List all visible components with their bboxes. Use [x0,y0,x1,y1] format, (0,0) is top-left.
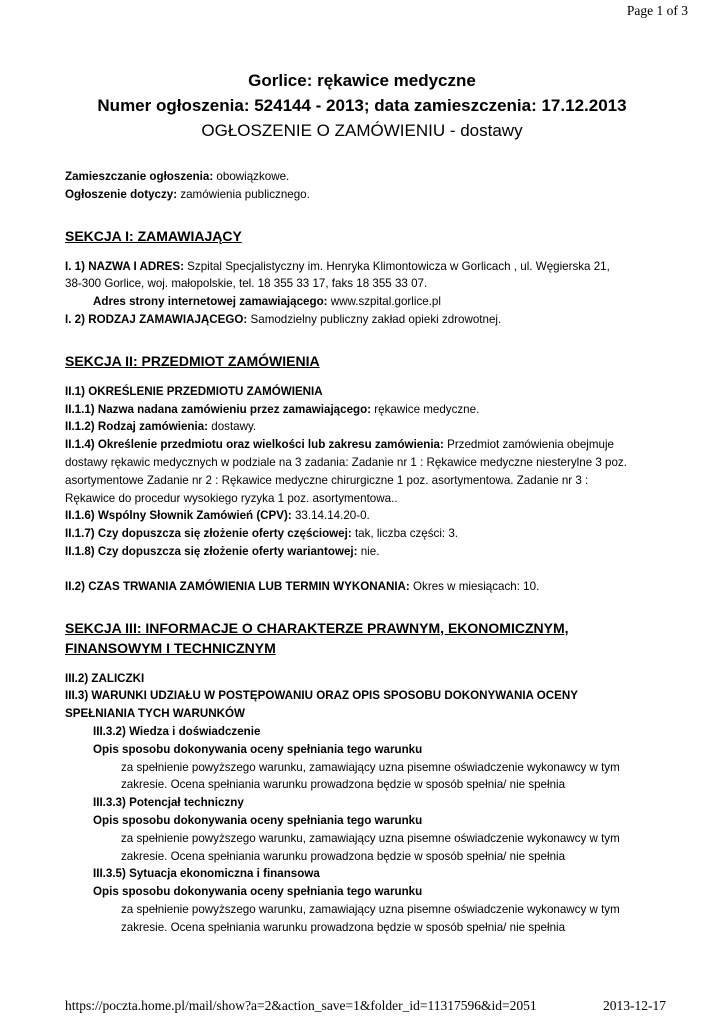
condition-heading: III.3.5) Sytuacja ekonomiczna i finansowa [93,867,320,881]
i1-address-line: 38-300 Gorlice, woj. małopolskie, tel. 18 355 33 17, faks 18 355 33 07. [65,277,428,291]
condition-desc-label: Opis sposobu dokonywania oceny spełniania tego warunku [93,885,423,899]
ii14-value: Przedmiot zamówienia obejmuje [443,438,614,452]
ii11-label: II.1.1) Nazwa nadana zamówieniu przez zamawiającego: [65,402,372,416]
i1-name-line [65,258,665,276]
ii17-line [65,525,665,543]
condition-block [65,794,665,865]
ii2-label: II.2) CZAS TRWANIA ZAMÓWIENIA LUB TERMIN WYKONANIA: [65,579,410,593]
section-3-title-line-1: SEKCJA III: INFORMACJE O CHARAKTERZE PRAWNYM, EKONOMICZNYM, [65,619,569,636]
ii12-value: dostawy. [208,420,257,434]
document-header [0,68,724,143]
ii16-value: 33.14.14.20-0. [291,509,370,523]
ii11-line [65,401,665,419]
section-2-title: SEKCJA II: PRZEDMIOT ZAMÓWIENIA [65,352,320,369]
section-3-title-line-2: FINANSOWYM I TECHNICZNYM [65,639,276,656]
condition-text-line-1: za spełnienie powyższego warunku, zamawiający uzna pisemne oświadczenie wykonawcy w tym [121,831,620,845]
condition-text-line-2: zakresie. Ocena spełniania warunku prowadzona będzie w sposób spełnia/ nie spełnia [121,920,566,934]
condition-block [65,865,665,936]
footer-date: 2013-12-17 [603,998,666,1013]
ii18-value: nie. [357,544,380,558]
document-title: Gorlice: rękawice medyczne [248,71,476,90]
condition-text-line-2: zakresie. Ocena spełniania warunku prowadzona będzie w sposób spełnia/ nie spełnia [121,778,566,792]
ii17-value: tak, liczba części: 3. [351,527,459,541]
ii14-line-4: Rękawice do procedur wysokiego ryzyka 1 poz. asortymentowa.. [65,491,398,505]
ii18-line [65,543,665,561]
ii18-label: II.1.8) Czy dopuszcza się złożenie oferty wariantowej: [65,544,358,558]
i2-value: Samodzielny publiczny zakład opieki zdrowotnej. [247,312,502,326]
ii16-line [65,507,665,525]
section-1-title: SEKCJA I: ZAMAWIAJĄCY [65,227,242,244]
condition-heading: III.3.2) Wiedza i doświadczenie [93,724,261,738]
ii14-line-3: asortymentowe Zadanie nr 2 : Rękawice medyczne chirurgiczne 1 poz. asortymentowa. Zadanie nr 3 : [65,473,589,487]
ii2-line [65,578,665,596]
www-line [65,293,665,311]
ii11-value: rękawice medyczne. [371,402,480,416]
iii3-heading-line-1: III.3) WARUNKI UDZIAŁU W POSTĘPOWANIU ORAZ OPIS SPOSOBU DOKONYWANIA OCENY [65,689,578,703]
ii14-line [65,436,665,454]
condition-text-line-2: zakresie. Ocena spełniania warunku prowadzona będzie w sposób spełnia/ nie spełnia [121,849,566,863]
concerns-label: Ogłoszenie dotyczy: [65,187,178,201]
iii3-heading-line-2: SPEŁNIANIA TYCH WARUNKÓW [65,707,245,721]
concerns-value: zamówienia publicznego. [177,187,310,201]
condition-desc-label: Opis sposobu dokonywania oceny spełniania tego warunku [93,742,423,756]
i2-line [65,311,665,329]
document-body [65,168,665,937]
ii2-value: Okres w miesiącach: 10. [409,579,540,593]
condition-block [65,723,665,794]
concerns-line [65,186,665,204]
condition-text-line-1: za spełnienie powyższego warunku, zamawiający uzna pisemne oświadczenie wykonawcy w tym [121,902,620,916]
placement-value: obowiązkowe. [213,170,290,183]
announcement-number: Numer ogłoszenia: 524144 - 2013; data zamieszczenia: 17.12.2013 [97,96,627,115]
ii16-label: II.1.6) Wspólny Słownik Zamówień (CPV): [65,509,292,523]
i1-label: I. 1) NAZWA I ADRES: [65,259,184,273]
ii12-line [65,418,665,436]
ii17-label: II.1.7) Czy dopuszcza się złożenie oferty częściowej: [65,527,352,541]
condition-text-line-1: za spełnienie powyższego warunku, zamawiający uzna pisemne oświadczenie wykonawcy w tym [121,760,620,774]
iii2-heading: III.2) ZALICZKI [65,671,145,685]
footer-url: https://poczta.home.pl/mail/show?a=2&action_save=1&folder_id=11317596&id=2051 [65,998,537,1013]
condition-heading: III.3.3) Potencjał techniczny [93,796,244,810]
ii14-label: II.1.4) Określenie przedmiotu oraz wielkości lub zakresu zamówienia: [65,438,444,452]
i2-label: I. 2) RODZAJ ZAMAWIAJĄCEGO: [65,312,248,326]
ii14-line-2: dostawy rękawic medycznych w podziale na 3 zadania: Zadanie nr 1 : Rękawice medyczne niesterylne 3 poz. [65,455,627,469]
ii1-heading: II.1) OKREŚLENIE PRZEDMIOTU ZAMÓWIENIA [65,384,323,398]
placement-label: Zamieszczanie ogłoszenia: [65,170,214,183]
placement-line [65,168,665,186]
www-label: Adres strony internetowej zamawiającego: [93,295,328,309]
page-number: Page 1 of 3 [626,3,688,18]
www-value: www.szpital.gorlice.pl [327,295,441,309]
condition-desc-label: Opis sposobu dokonywania oceny spełniania tego warunku [93,813,423,827]
ii12-label: II.1.2) Rodzaj zamówienia: [65,420,209,434]
announcement-type: OGŁOSZENIE O ZAMÓWIENIU - dostawy [201,121,523,140]
i1-value: Szpital Specjalistyczny im. Henryka Klimontowicza w Gorlicach , ul. Węgierska 21, [183,259,610,273]
